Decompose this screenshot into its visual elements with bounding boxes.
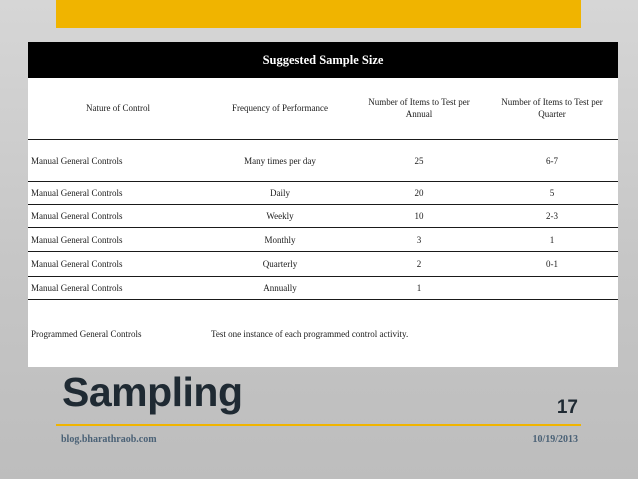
slide-title: Sampling bbox=[62, 369, 243, 415]
table-row bbox=[28, 277, 618, 300]
table-cell: 25 bbox=[352, 140, 486, 182]
column-header: Number of Items to Test per Annual bbox=[352, 78, 486, 140]
table-row bbox=[28, 252, 618, 277]
table-cell: 1 bbox=[486, 228, 618, 252]
table-row bbox=[28, 228, 618, 252]
column-header: Number of Items to Test per Quarter bbox=[486, 78, 618, 140]
column-header-row bbox=[28, 78, 618, 140]
table-cell: Manual General Controls bbox=[28, 140, 208, 182]
sample-size-table bbox=[28, 42, 618, 367]
table-cell: Monthly bbox=[208, 228, 352, 252]
table-cell: Many times per day bbox=[208, 140, 352, 182]
table-cell: 2-3 bbox=[486, 205, 618, 228]
table-cell: 0-1 bbox=[486, 252, 618, 277]
table-cell: Manual General Controls bbox=[28, 205, 208, 228]
column-header: Nature of Control bbox=[28, 78, 208, 140]
top-accent-bar bbox=[56, 0, 581, 28]
table-cell: Manual General Controls bbox=[28, 228, 208, 252]
table-cell: Weekly bbox=[208, 205, 352, 228]
table-row bbox=[28, 205, 618, 228]
page-number: 17 bbox=[556, 397, 578, 418]
table-cell: Programmed General Controls bbox=[28, 300, 208, 368]
table-title-row bbox=[28, 42, 618, 78]
footer-divider bbox=[56, 424, 581, 426]
table-cell: Manual General Controls bbox=[28, 182, 208, 205]
table-cell: 6-7 bbox=[486, 140, 618, 182]
programmed-note: Test one instance of each programmed control activity. bbox=[208, 300, 618, 368]
table-cell: 2 bbox=[352, 252, 486, 277]
table-cell: 3 bbox=[352, 228, 486, 252]
table-row bbox=[28, 182, 618, 205]
table-cell bbox=[486, 277, 618, 300]
table-cell: 1 bbox=[352, 277, 486, 300]
table-cell: 10 bbox=[352, 205, 486, 228]
table-cell: Manual General Controls bbox=[28, 252, 208, 277]
table-cell: 5 bbox=[486, 182, 618, 205]
footer-date: 10/19/2013 bbox=[532, 434, 578, 445]
footer-website: blog.bharathraob.com bbox=[61, 434, 157, 445]
table-cell: Daily bbox=[208, 182, 352, 205]
table-row bbox=[28, 140, 618, 182]
table-row bbox=[28, 300, 618, 368]
table-cell: Quarterly bbox=[208, 252, 352, 277]
column-header: Frequency of Performance bbox=[208, 78, 352, 140]
table-cell: 20 bbox=[352, 182, 486, 205]
table-cell: Annually bbox=[208, 277, 352, 300]
table-title: Suggested Sample Size bbox=[28, 42, 618, 78]
table-cell: Manual General Controls bbox=[28, 277, 208, 300]
